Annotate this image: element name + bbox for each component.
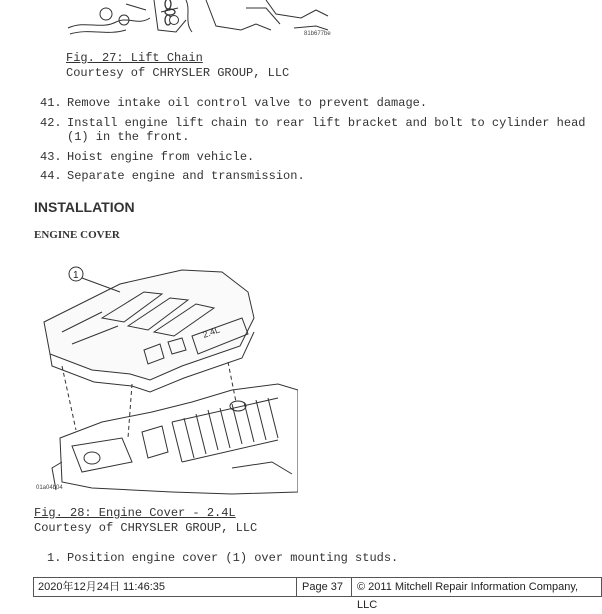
removal-step-list — [40, 96, 595, 189]
installation-step-list — [47, 551, 587, 571]
list-item: 43. Hoist engine from vehicle. — [40, 149, 255, 164]
figure-credit: Courtesy of CHRYSLER GROUP, LLC — [66, 66, 290, 80]
footer-divider — [296, 578, 297, 596]
figure-id-label: 01a04b04 — [36, 485, 63, 491]
footer-page-number: Page 37 — [302, 581, 343, 593]
list-item: 44. Separate engine and transmission. — [40, 169, 305, 183]
list-item: 1. Position engine cover (1) over mounting studs. — [47, 551, 399, 565]
list-item: 42. Install engine lift chain to rear lift bracket and bolt to cylinder head (1) in the front. — [40, 115, 586, 144]
svg-text:2.4L: 2.4L — [201, 324, 222, 340]
section-heading: INSTALLATION — [34, 199, 135, 215]
callout-label: 1 — [73, 270, 79, 281]
figure-title: Fig. 28: Engine Cover - 2.4L — [34, 506, 236, 520]
figure-credit: Courtesy of CHRYSLER GROUP, LLC — [34, 521, 258, 535]
engine-cover-figure — [32, 262, 298, 496]
lift-chain-figure — [66, 0, 334, 42]
page-footer — [33, 577, 602, 611]
figure-id-label: 81b677be — [304, 31, 331, 37]
section-subheading: ENGINE COVER — [34, 229, 120, 241]
footer-divider — [351, 578, 352, 596]
figure-caption — [66, 51, 289, 81]
list-item: 41. Remove intake oil control valve to prevent damage. — [40, 96, 428, 110]
footer-copyright: © 2011 Mitchell Repair Information Company, LLC — [357, 581, 579, 611]
figure-caption — [34, 506, 257, 536]
footer-timestamp: 2020年12月24日 11:46:35 — [38, 581, 165, 593]
figure-title: Fig. 27: Lift Chain — [66, 51, 203, 65]
